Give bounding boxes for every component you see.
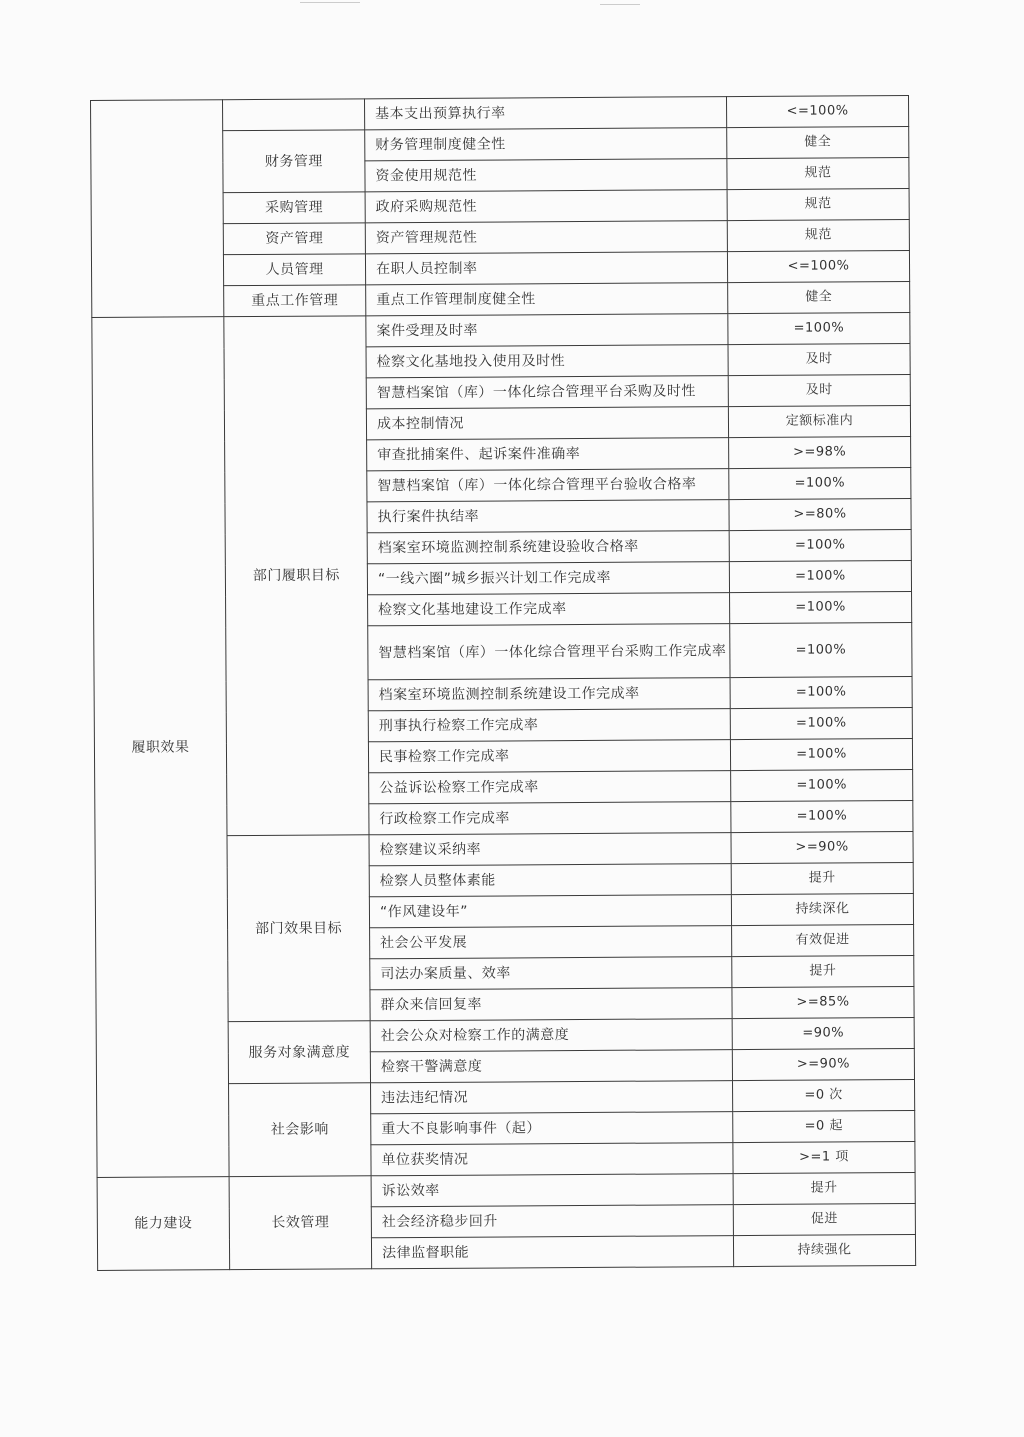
level1-category-cell: 能力建设	[97, 1177, 230, 1271]
target-value-cell: >=80%	[729, 498, 911, 530]
target-value-cell: 健全	[727, 126, 909, 158]
scan-mark	[600, 4, 640, 5]
target-value-cell: <=100%	[727, 250, 909, 282]
indicator-cell: 档案室环境监测控制系统建设工作完成率	[368, 678, 730, 711]
indicator-cell: 重大不良影响事件（起）	[371, 1112, 733, 1145]
level2-category-cell: 部门效果目标	[227, 835, 370, 1022]
level1-category-cell: 履职效果	[92, 317, 229, 1178]
target-value-cell: >=1 项	[733, 1141, 915, 1173]
level2-category-cell: 采购管理	[223, 192, 365, 224]
indicator-cell: 基本支出预算执行率	[364, 97, 726, 130]
level2-category-cell: 人员管理	[223, 254, 365, 286]
indicator-cell: 检察建议采纳率	[369, 833, 731, 866]
target-value-cell: =100%	[730, 591, 912, 623]
target-value-cell: 规范	[727, 219, 909, 251]
target-value-cell: 促进	[733, 1203, 915, 1235]
target-value-cell: 持续深化	[731, 893, 913, 925]
target-value-cell: >=90%	[732, 1048, 914, 1080]
table-row	[97, 1172, 915, 1208]
indicator-cell: 检察人员整体素能	[369, 864, 731, 897]
target-value-cell: 规范	[727, 157, 909, 189]
indicator-cell: 重点工作管理制度健全性	[366, 283, 728, 316]
indicator-cell: 智慧档案馆（库）一体化综合管理平台采购及时性	[366, 376, 728, 409]
target-value-cell: =100%	[730, 738, 912, 770]
indicator-cell: 诉讼效率	[371, 1174, 733, 1207]
level2-category-cell	[223, 99, 365, 131]
indicator-cell: 在职人员控制率	[365, 252, 727, 285]
indicator-cell: 智慧档案馆（库）一体化综合管理平台验收合格率	[367, 469, 729, 502]
indicator-cell: 检察干警满意度	[370, 1050, 732, 1083]
target-value-cell: >=85%	[732, 986, 914, 1018]
indicator-cell: “作风建设年”	[369, 895, 731, 928]
table-row	[92, 312, 910, 348]
indicator-cell: 公益诉讼检察工作完成率	[369, 771, 731, 804]
indicator-cell: 检察文化基地建设工作完成率	[368, 593, 730, 626]
level1-category-cell	[91, 100, 224, 318]
target-value-cell: 持续强化	[733, 1234, 915, 1266]
indicator-cell: “一线六圈”城乡振兴计划工作完成率	[367, 562, 729, 595]
target-value-cell: 定额标准内	[728, 405, 910, 437]
target-value-cell: 提升	[732, 955, 914, 987]
indicator-cell: 智慧档案馆（库）一体化综合管理平台采购工作完成率	[368, 624, 730, 680]
indicator-cell: 档案室环境监测控制系统建设验收合格率	[367, 531, 729, 564]
target-value-cell: =100%	[731, 800, 913, 832]
indicator-cell: 资金使用规范性	[365, 159, 727, 192]
indicator-cell: 执行案件执结率	[367, 500, 729, 533]
level2-category-cell: 部门履职目标	[224, 316, 369, 836]
level2-category-cell: 重点工作管理	[224, 285, 366, 317]
target-value-cell: =100%	[731, 769, 913, 801]
performance-indicator-table	[90, 95, 916, 1271]
target-value-cell: 及时	[728, 374, 910, 406]
indicator-cell: 社会公众对检察工作的满意度	[370, 1019, 732, 1052]
indicator-cell: 检察文化基地投入使用及时性	[366, 345, 728, 378]
level2-category-cell: 财务管理	[223, 130, 365, 193]
level2-category-cell: 资产管理	[223, 223, 365, 255]
indicator-cell: 社会经济稳步回升	[371, 1205, 733, 1238]
level2-category-cell: 服务对象满意度	[228, 1021, 370, 1084]
target-value-cell: 规范	[727, 188, 909, 220]
level2-category-cell: 长效管理	[229, 1176, 372, 1270]
indicator-cell: 违法违纪情况	[371, 1081, 733, 1114]
target-value-cell: >=98%	[729, 436, 911, 468]
target-value-cell: =100%	[730, 622, 912, 677]
table-body	[91, 96, 916, 1271]
target-value-cell: 健全	[728, 281, 910, 313]
indicator-cell: 政府采购规范性	[365, 190, 727, 223]
indicator-cell: 案件受理及时率	[366, 314, 728, 347]
target-value-cell: =100%	[728, 312, 910, 344]
target-value-cell: <=100%	[726, 96, 908, 128]
target-value-cell: =100%	[730, 707, 912, 739]
indicator-cell: 法律监督职能	[371, 1236, 733, 1269]
indicator-cell: 成本控制情况	[366, 407, 728, 440]
table-row	[91, 96, 909, 132]
target-value-cell: =0 次	[733, 1079, 915, 1111]
target-value-cell: =100%	[729, 467, 911, 499]
target-value-cell: =100%	[729, 560, 911, 592]
target-value-cell: 有效促进	[732, 924, 914, 956]
indicator-cell: 群众来信回复率	[370, 988, 732, 1021]
target-value-cell: =100%	[729, 529, 911, 561]
indicator-cell: 社会公平发展	[370, 926, 732, 959]
indicator-cell: 单位获奖情况	[371, 1143, 733, 1176]
level2-category-cell: 社会影响	[229, 1083, 372, 1177]
indicator-cell: 行政检察工作完成率	[369, 802, 731, 835]
indicator-cell: 刑事执行检察工作完成率	[368, 709, 730, 742]
indicator-cell: 司法办案质量、效率	[370, 957, 732, 990]
target-value-cell: 提升	[731, 862, 913, 894]
target-value-cell: =100%	[730, 676, 912, 708]
target-value-cell: =0 起	[733, 1110, 915, 1142]
indicator-cell: 财务管理制度健全性	[365, 128, 727, 161]
target-value-cell: =90%	[732, 1017, 914, 1049]
indicator-cell: 资产管理规范性	[365, 221, 727, 254]
indicator-cell: 审查批捕案件、起诉案件准确率	[367, 438, 729, 471]
indicator-cell: 民事检察工作完成率	[368, 740, 730, 773]
target-value-cell: >=90%	[731, 831, 913, 863]
target-value-cell: 提升	[733, 1172, 915, 1204]
scan-mark	[300, 2, 360, 3]
target-value-cell: 及时	[728, 343, 910, 375]
